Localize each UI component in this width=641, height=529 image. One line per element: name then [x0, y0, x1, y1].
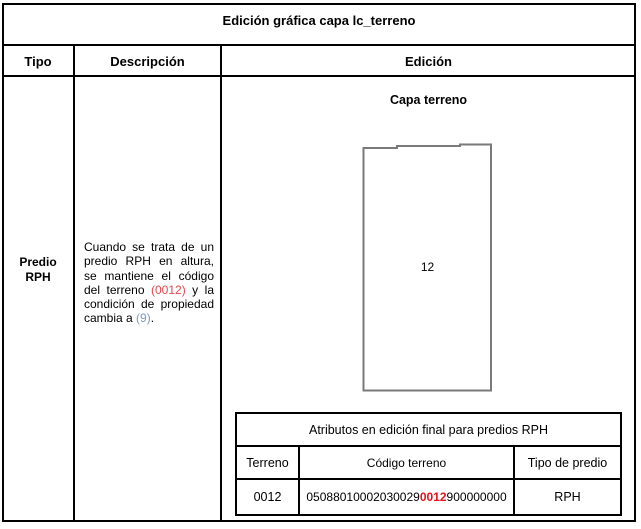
attr-table [235, 412, 622, 516]
column-header-tipo: Tipo [24, 54, 52, 69]
predio-label-line1: Predio [19, 255, 57, 269]
divider-title-header [2, 44, 636, 46]
table-title: Edición gráfica capa lc_terreno [222, 13, 416, 28]
divider-header-body [2, 75, 636, 77]
column-header-edicion: Edición [405, 54, 452, 69]
attr-table-title: Atributos en edición final para predios RPH [236, 413, 621, 446]
attr-value-codigo-terreno: 050880100020300290012900000000 [299, 479, 514, 515]
capa-terreno-caption: Capa terreno [389, 93, 468, 107]
attr-value-tipo-de-predio: RPH [514, 479, 621, 515]
attr-header-codigo-terreno: Código terreno [299, 446, 514, 479]
attr-header-terreno: Terreno [236, 446, 299, 479]
column-header-descripcion: Descripción [110, 54, 185, 69]
parcel-number-label: 12 [420, 260, 435, 274]
predio-label-line2: RPH [25, 269, 51, 284]
divider-col-descripcion [220, 44, 222, 522]
predio-rph-label [2, 255, 74, 284]
attr-header-tipo-de-predio: Tipo de predio [514, 446, 621, 479]
attr-value-terreno: 0012 [236, 479, 299, 515]
descripcion-text: Cuando se trata de un predio RPH en altura, se mantiene el código del terreno (0012) y la condición de propiedad cambia a (9). [84, 240, 214, 326]
